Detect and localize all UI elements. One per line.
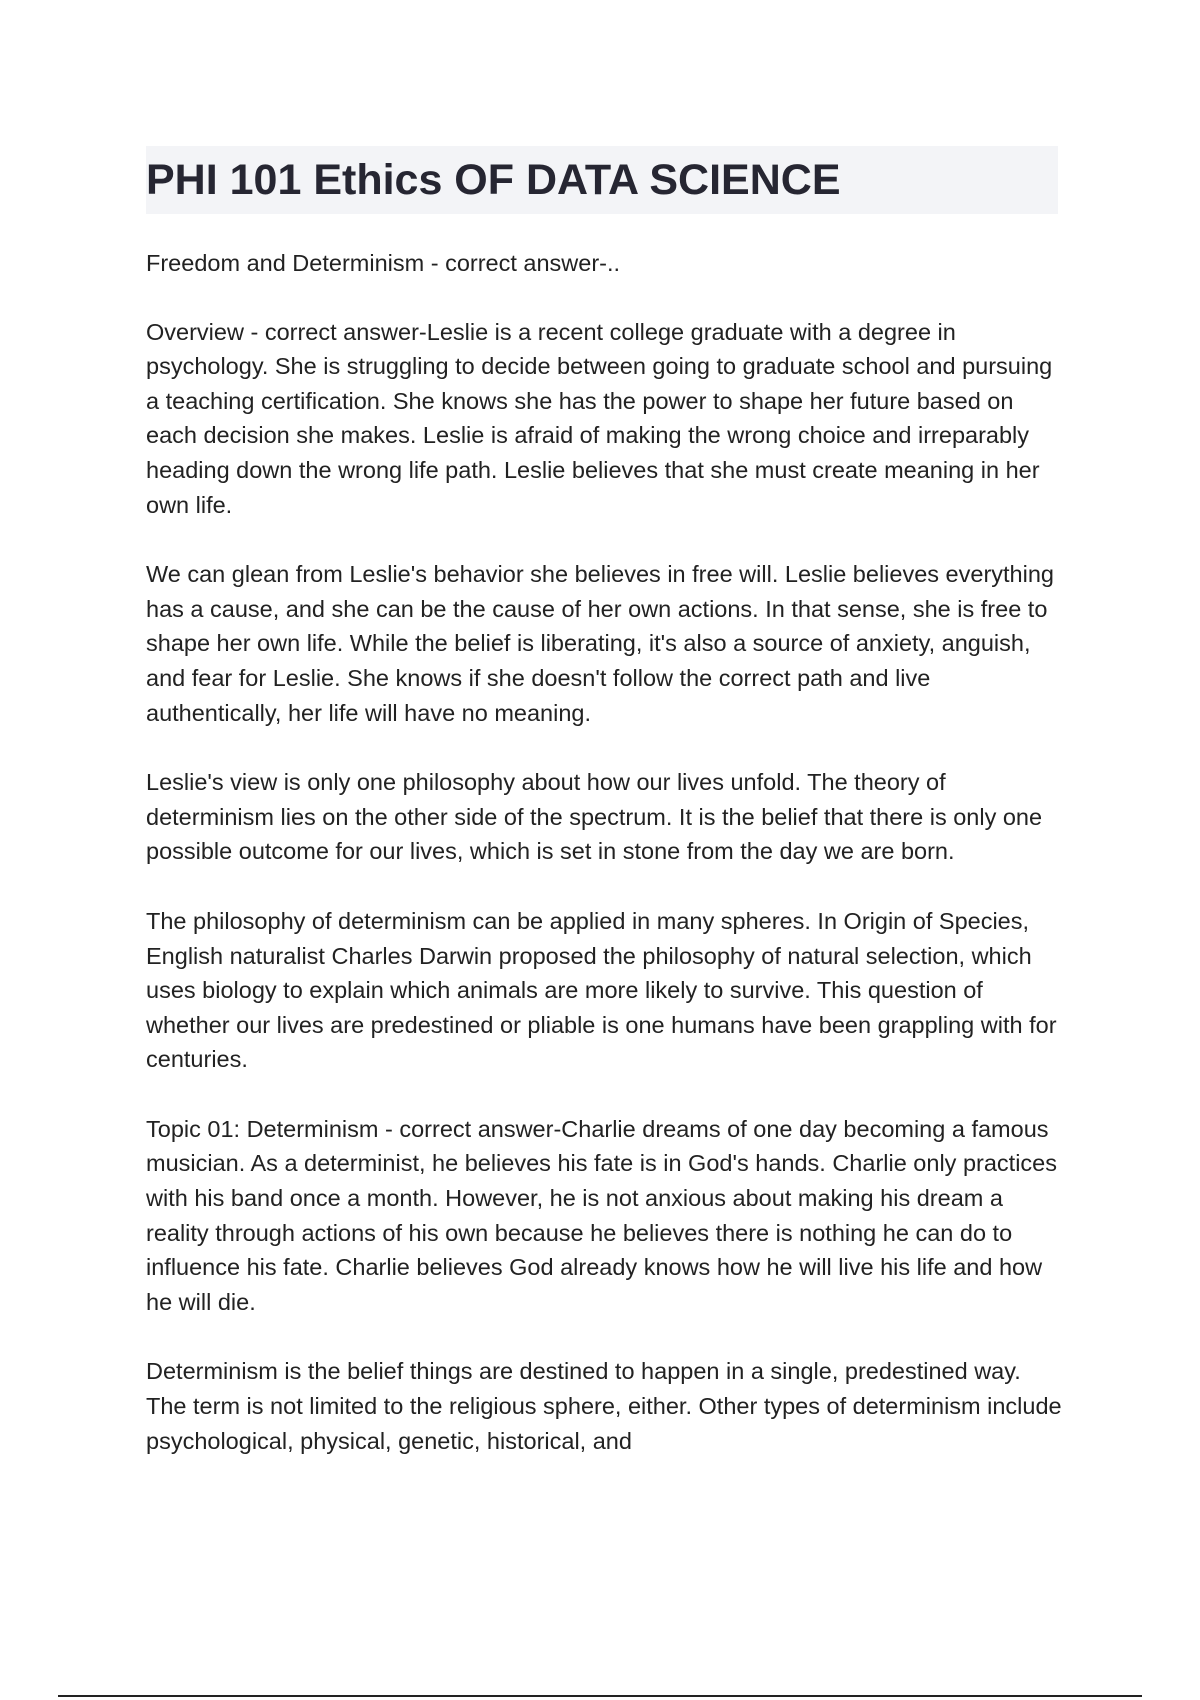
paragraph-overview: Overview - correct answer-Leslie is a recent college graduate with a degree in psychology. She is struggling to decide between going to graduate school and pursuing a teaching certification. She knows she has the power to shape her future based on each decision she makes. Leslie is afraid of making the wrong choice and irreparably heading down the wrong life path. Leslie believes that she must create meaning in her own life.	[146, 318, 1053, 518]
footer-rule	[58, 1695, 1142, 1697]
paragraph-freedom-determinism: Freedom and Determinism - correct answer-..	[146, 250, 621, 276]
paragraph-darwin: The philosophy of determinism can be applied in many spheres. In Origin of Species, English naturalist Charles Darwin proposed the philosophy of natural selection, which uses biology to explain which animals are more likely to survive. This question of whether our lives are predestined or pliable is one humans have been grappling with for centuries.	[146, 907, 1057, 1073]
paragraph-determinism-definition: Determinism is the belief things are destined to happen in a single, predestined way. The term is not limited to the religious sphere, either. Other types of determinism include psychological, physical, genetic, historical, and	[146, 1358, 1062, 1454]
document-body	[146, 246, 1066, 1493]
paragraph-free-will: We can glean from Leslie's behavior she believes in free will. Leslie believes everything has a cause, and she can be the cause of her own actions. In that sense, she is free to shape her own life. While the belief is liberating, it's also a source of anxiety, anguish, and fear for Leslie. She knows if she doesn't follow the correct path and live authentically, her life will have no meaning.	[146, 561, 1054, 726]
paragraph-determinism-theory: Leslie's view is only one philosophy about how our lives unfold. The theory of determinism lies on the other side of the spectrum. It is the belief that there is only one possible outcome for our lives, which is set in stone from the day we are born.	[146, 769, 1043, 865]
document-title: PHI 101 Ethics OF DATA SCIENCE	[146, 156, 841, 204]
paragraph-topic-01: Topic 01: Determinism - correct answer-Charlie dreams of one day becoming a famous musician. As a determinist, he believes his fate is in God's hands. Charlie only practices with his band once a month. However, he is not anxious about making his dream a reality through actions of his own because he believes there is nothing he can do to influence his fate. Charlie believes God already knows how he will live his life and how he will die.	[146, 1115, 1057, 1315]
